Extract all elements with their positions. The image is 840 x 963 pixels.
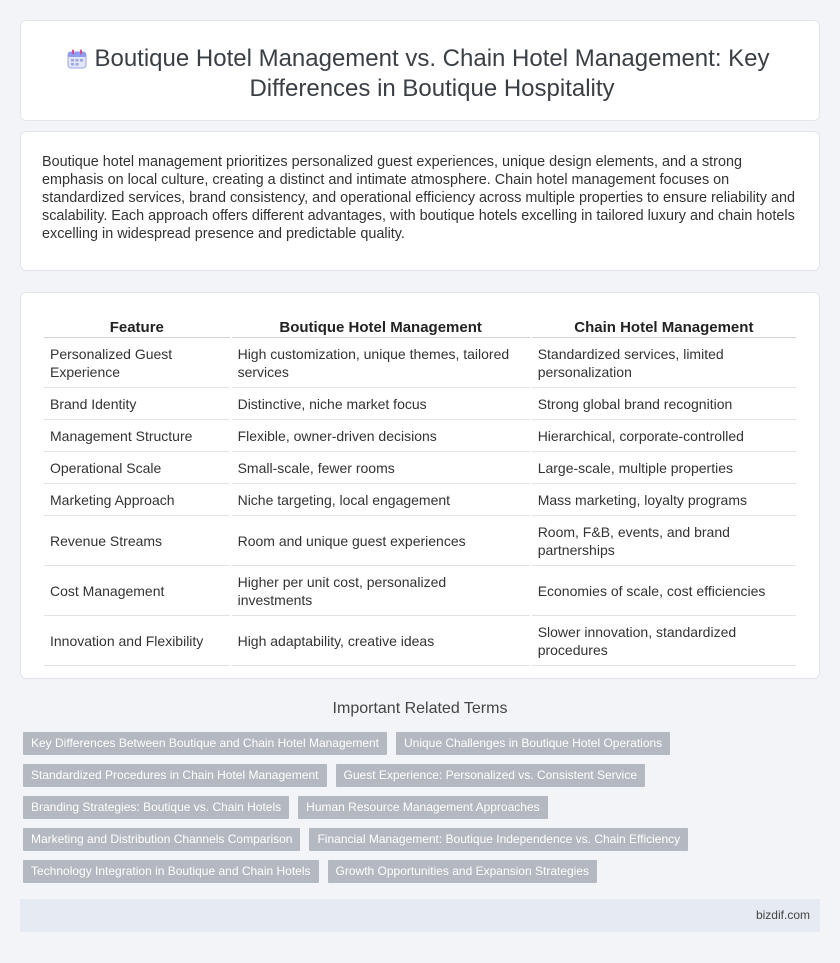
header-boutique: Boutique Hotel Management	[232, 317, 530, 338]
chain-cell: Slower innovation, standardized procedures	[532, 616, 796, 666]
header-chain: Chain Hotel Management	[532, 317, 796, 338]
intro-paragraph: Boutique hotel management prioritizes personalized guest experiences, unique design elements, and a strong emphasis on local culture, creating a distinct and intimate atmosphere. Chain hotel management focuses on standardized services, brand consistency, and operational efficiency across multiple properties to ensure reliability and scalability. Each approach offers different advantages, with boutique hotels excelling in tailored luxury and chain hotels excelling in widespread presence and predictable quality.	[42, 154, 795, 242]
chain-cell: Large-scale, multiple properties	[532, 452, 796, 484]
table-row	[44, 338, 796, 388]
boutique-cell: Room and unique guest experiences	[232, 516, 530, 566]
chain-cell: Mass marketing, loyalty programs	[532, 484, 796, 516]
comparison-table	[42, 317, 798, 666]
feature-cell: Innovation and Flexibility	[44, 616, 230, 666]
page-title: Boutique Hotel Management vs. Chain Hotel Management: Key Differences in Boutique Hospitality	[94, 45, 770, 102]
related-term-tag[interactable]: Key Differences Between Boutique and Chain Hotel Management	[23, 732, 387, 755]
footer-bar	[20, 899, 820, 932]
feature-cell: Revenue Streams	[44, 516, 230, 566]
comparison-card	[20, 292, 820, 679]
related-terms-list	[23, 732, 813, 892]
related-term-tag[interactable]: Guest Experience: Personalized vs. Consistent Service	[336, 764, 645, 787]
related-term-tag[interactable]: Technology Integration in Boutique and Chain Hotels	[23, 860, 319, 883]
boutique-cell: Small-scale, fewer rooms	[232, 452, 530, 484]
boutique-cell: Higher per unit cost, personalized investments	[232, 566, 530, 616]
header-feature: Feature	[44, 317, 230, 338]
chain-cell: Strong global brand recognition	[532, 388, 796, 420]
related-term-tag[interactable]: Growth Opportunities and Expansion Strategies	[328, 860, 597, 883]
chain-cell: Economies of scale, cost efficiencies	[532, 566, 796, 616]
table-row	[44, 566, 796, 616]
intro-card	[20, 131, 820, 271]
feature-cell: Brand Identity	[44, 388, 230, 420]
related-terms-title: Important Related Terms	[332, 700, 508, 717]
related-term-tag[interactable]: Branding Strategies: Boutique vs. Chain Hotels	[23, 796, 289, 819]
feature-cell: Operational Scale	[44, 452, 230, 484]
chain-cell: Standardized services, limited personalization	[532, 338, 796, 388]
table-row	[44, 484, 796, 516]
title-card	[20, 20, 820, 121]
boutique-cell: Distinctive, niche market focus	[232, 388, 530, 420]
related-term-tag[interactable]: Human Resource Management Approaches	[298, 796, 547, 819]
chain-cell: Hierarchical, corporate-controlled	[532, 420, 796, 452]
table-row	[44, 388, 796, 420]
feature-cell: Cost Management	[44, 566, 230, 616]
feature-cell: Management Structure	[44, 420, 230, 452]
boutique-cell: Flexible, owner-driven decisions	[232, 420, 530, 452]
boutique-cell: High adaptability, creative ideas	[232, 616, 530, 666]
table-row	[44, 420, 796, 452]
related-term-tag[interactable]: Unique Challenges in Boutique Hotel Operations	[396, 732, 670, 755]
site-link[interactable]: bizdif.com	[755, 908, 810, 922]
table-row	[44, 452, 796, 484]
chain-cell: Room, F&B, events, and brand partnerships	[532, 516, 796, 566]
related-term-tag[interactable]: Marketing and Distribution Channels Comparison	[23, 828, 300, 851]
related-term-tag[interactable]: Financial Management: Boutique Independence vs. Chain Efficiency	[309, 828, 688, 851]
feature-cell: Personalized Guest Experience	[44, 338, 230, 388]
table-row	[44, 516, 796, 566]
table-row	[44, 616, 796, 666]
boutique-cell: Niche targeting, local engagement	[232, 484, 530, 516]
boutique-cell: High customization, unique themes, tailored services	[232, 338, 530, 388]
related-term-tag[interactable]: Standardized Procedures in Chain Hotel Management	[23, 764, 327, 787]
feature-cell: Marketing Approach	[44, 484, 230, 516]
